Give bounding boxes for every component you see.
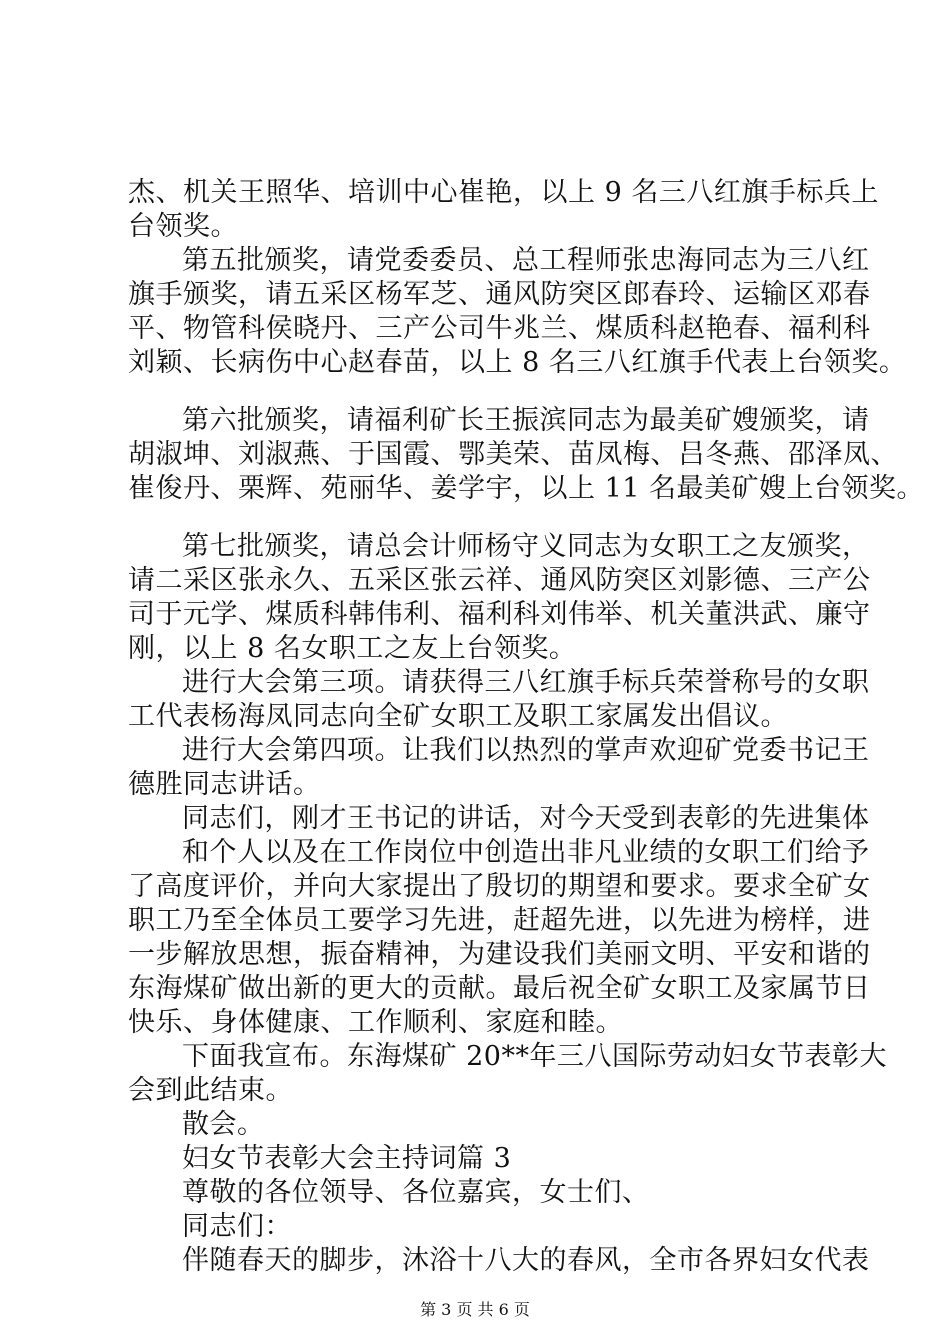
text-line-17: 德胜同志讲话。	[128, 769, 321, 800]
text-line-20: 了高度评价，并向大家提出了殷切的期望和要求。要求全矿女	[128, 871, 871, 902]
text-line-29: 尊敬的各位领导、各位嘉宾，女士们、	[182, 1177, 650, 1208]
text-line-15: 工代表杨海凤同志向全矿女职工及职工家属发出倡议。	[128, 701, 788, 732]
text-line-3: 第五批颁奖，请党委委员、总工程师张忠海同志为三八红	[182, 245, 870, 276]
text-line-5: 平、物管科侯晓丹、三产公司牛兆兰、煤质科赵艳春、福利科	[128, 313, 871, 344]
text-line-19: 和个人以及在工作岗位中创造出非凡业绩的女职工们给予	[182, 837, 870, 868]
text-line-18: 同志们，刚才王书记的讲话，对今天受到表彰的先进集体	[182, 803, 870, 834]
text-line-24: 快乐、身体健康、工作顺利、家庭和睦。	[128, 1007, 623, 1038]
text-line-4: 旗手颁奖，请五采区杨军芝、通风防突区郎春玲、运输区邓春	[128, 279, 871, 310]
text-line-27: 散会。	[182, 1109, 265, 1140]
text-line-25: 下面我宣布。东海煤矿 20**年三八国际劳动妇女节表彰大	[182, 1041, 887, 1072]
page-number-footer: 第 3 页 共 6 页	[420, 1300, 530, 1319]
text-line-10: 第七批颁奖，请总会计师杨守义同志为女职工之友颁奖，	[182, 531, 870, 562]
text-line-11: 请二采区张永久、五采区张云祥、通风防突区刘影德、三产公	[128, 565, 871, 596]
text-line-23: 东海煤矿做出新的更大的贡献。最后祝全矿女职工及家属节日	[128, 973, 871, 1004]
text-line-9: 崔俊丹、栗辉、苑丽华、姜学宇，以上 11 名最美矿嫂上台领奖。	[128, 473, 925, 504]
text-line-16: 进行大会第四项。让我们以热烈的掌声欢迎矿党委书记王	[182, 735, 870, 766]
text-line-26: 会到此结束。	[128, 1075, 293, 1106]
section-heading: 妇女节表彰大会主持词篇 3	[182, 1143, 512, 1174]
text-line-31: 伴随春天的脚步，沐浴十八大的春风，全市各界妇女代表	[182, 1245, 870, 1276]
text-line-1: 杰、机关王照华、培训中心崔艳，以上 9 名三八红旗手标兵上	[128, 177, 879, 208]
text-line-21: 职工乃至全体员工要学习先进，赶超先进，以先进为榜样，进	[128, 905, 871, 936]
text-line-6: 刘颖、长病伤中心赵春苗，以上 8 名三八红旗手代表上台领奖。	[128, 347, 907, 378]
text-line-30: 同志们：	[182, 1211, 292, 1242]
text-line-8: 胡淑坤、刘淑燕、于国霞、鄂美荣、苗凤梅、吕冬燕、邵泽凤、	[128, 439, 898, 470]
text-line-7: 第六批颁奖，请福利矿长王振滨同志为最美矿嫂颁奖，请	[182, 405, 870, 436]
text-line-12: 司于元学、煤质科韩伟利、福利科刘伟举、机关董洪武、廉守	[128, 599, 871, 630]
text-line-22: 一步解放思想，振奋精神，为建设我们美丽文明、平安和谐的	[128, 939, 871, 970]
text-line-13: 刚，以上 8 名女职工之友上台领奖。	[128, 633, 577, 664]
text-line-14: 进行大会第三项。请获得三八红旗手标兵荣誉称号的女职	[182, 667, 870, 698]
text-line-2: 台领奖。	[128, 211, 238, 242]
